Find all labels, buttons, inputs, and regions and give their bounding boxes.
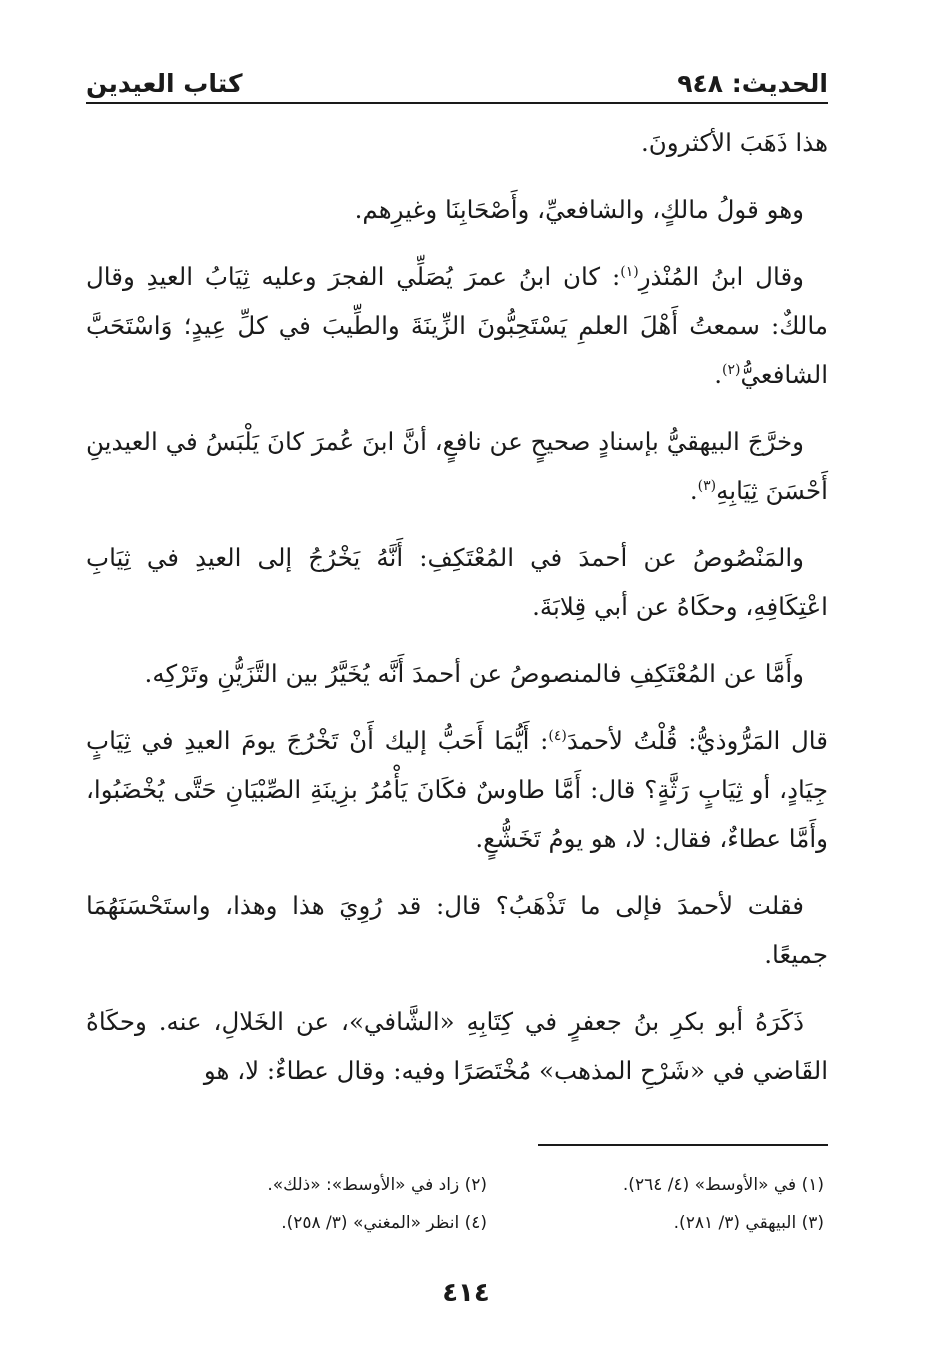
footnote-ref-2: (٢)	[721, 361, 741, 378]
footnote-ref-4: (٤)	[548, 727, 567, 744]
paragraph-5: والمَنْصُوصُ عن أحمدَ في المُعْتَكِفِ: أَنَّهُ يَخْرُجُ إلى العيدِ في ثِيَابِ اعْتِكَافِهِ، وحكَاهُ عن أبي قِلابَةَ.	[86, 543, 828, 621]
paragraph-1: هذا ذَهَبَ الأكثرونَ.	[640, 128, 828, 157]
footnote-1: (١) في «الأوسط» (٤/ ٢٦٤).	[622, 1175, 824, 1195]
paragraph-2: وهو قولُ مالكٍ، والشافعيِّ، وأَصْحَابِنَا وغيرِهم.	[354, 195, 804, 224]
body-text	[86, 118, 828, 1113]
paragraph-8: فقلت لأحمدَ فإلى ما تَذْهَبُ؟ قال: قد رُوِيَ هذا وهذا، واستَحْسَنَهُمَا جميعًا.	[86, 891, 828, 969]
paragraph-7: قال المَرُّوذيُّ: قُلْتُ لأحمدَ$^{(٤)}$: أَيُّمَا أَحَبُّ إليك أَنْ تَخْرُجَ يومَ العيدِ في ثِيَابٍ جِيَادٍ، أو ثِيَابٍ رَثَّةٍ؟ قال: أَمَّا طاوسٌ فكَانَ يَأْمُرُ بزِينَةِ الصِّبْيَانِ حَتَّى يُخْضَبُوا، وأَمَّا عطاءٌ، فقال: لا، هو يومُ تَخَشُّعٍ.	[86, 726, 828, 853]
footnote-4: (٤) انظر «المغني» (٣/ ٢٥٨).	[281, 1213, 487, 1233]
footnote-2: (٢) زاد في «الأوسط»: «ذلك».	[267, 1175, 487, 1195]
header-rule	[86, 102, 828, 104]
footnotes	[150, 1172, 824, 1236]
paragraph-3: وقال ابنُ المُنْذرِ$^{(١)}$: كان ابنُ عمرَ يُصَلِّي الفجرَ وعليه ثِيَابُ العيدِ وقال مالكٌ: سمعتُ أَهْلَ العلمِ يَسْتَحِبُّونَ الزِّينَةَ والطِّيبَ في كلِّ عِيدٍ؛ وَاسْتَحَبَّ الشافعيُّ$^{(٢)}$.	[86, 262, 828, 389]
footnote-rule	[538, 1144, 828, 1146]
running-header	[86, 58, 828, 98]
page-number: ٤١٤	[442, 1278, 490, 1308]
paragraph-9: ذَكَرَهُ أبو بكرِ بنُ جعفرٍ في كِتَابِهِ «الشَّافي»، عن الخَلالِ، عنه. وحكَاهُ القَاضي في «شَرْحِ المذهب» مُخْتَصَرًا وفيه: وقال عطاءٌ: لا، هو	[86, 1007, 828, 1085]
book-title: كتاب العيدين	[86, 69, 243, 98]
footnote-ref-3: (٣)	[697, 477, 717, 494]
hadith-number: الحديث: ٩٤٨	[677, 69, 828, 98]
footnote-3: (٣) البيهقي (٣/ ٢٨١).	[673, 1213, 824, 1233]
footnote-ref-1: (١)	[620, 263, 639, 280]
paragraph-4: وخرَّجَ البيهقيُّ بإسنادٍ صحيحٍ عن نافعٍ، أنَّ ابنَ عُمرَ كانَ يَلْبَسُ في العيدينِ أَحْسَنَ ثِيَابِهِ$^{(٣)}$.	[86, 427, 828, 505]
paragraph-6: وأَمَّا عن المُعْتَكِفِ فالمنصوصُ عن أحمدَ أَنَّه يُخَيَّرُ بين التَّزَيُّنِ وتَرْكِه.	[144, 659, 804, 688]
